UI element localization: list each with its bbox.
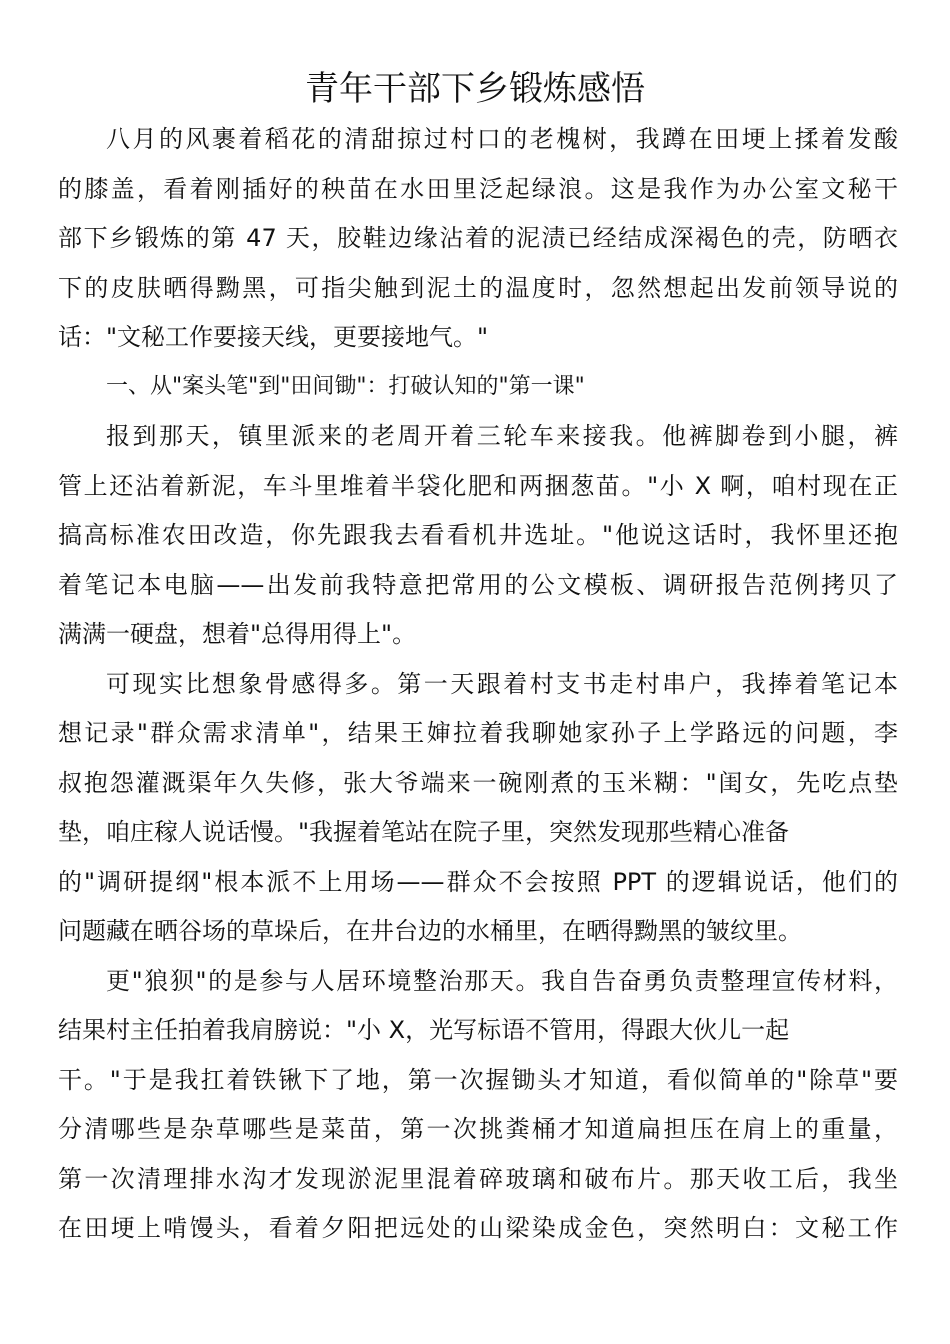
paragraph-line: 叔抱怨灌溉渠年久失修，张大爷端来一碗刚煮的玉米糊："闺女，先吃点垫 bbox=[58, 769, 898, 797]
paragraph-line: 搞高标准农田改造，你先跟我去看看机井选址。"他说这话时，我怀里还抱 bbox=[58, 521, 898, 549]
section-heading: 一、从"案头笔"到"田间锄"：打破认知的"第一课" bbox=[106, 374, 585, 399]
paragraph-line: 的"调研提纲"根本派不上用场——群众不会按照 PPT 的逻辑说话，他们的 bbox=[58, 868, 898, 896]
document-title: 青年干部下乡锻炼感悟 bbox=[305, 69, 645, 109]
paragraph-line: 想记录"群众需求清单"，结果王婶拉着我聊她家孙子上学路远的问题，李 bbox=[58, 719, 898, 747]
paragraph-line: 第一次清理排水沟才发现淤泥里混着碎玻璃和破布片。那天收工后，我坐 bbox=[58, 1165, 898, 1193]
paragraph-line: 的膝盖，看着刚插好的秧苗在水田里泛起绿浪。这是我作为办公室文秘干 bbox=[58, 175, 898, 203]
paragraph-line: 问题藏在晒谷场的草垛后，在井台边的水桶里，在晒得黝黑的皱纹里。 bbox=[58, 917, 802, 945]
paragraph-line: 部下乡锻炼的第 47 天，胶鞋边缘沾着的泥渍已经结成深褐色的壳，防晒衣 bbox=[58, 224, 898, 252]
paragraph-line: 满满一硬盘，想着"总得用得上"。 bbox=[58, 620, 417, 648]
paragraph-line: 话："文秘工作要接天线，更要接地气。" bbox=[58, 323, 489, 351]
paragraph-line: 下的皮肤晒得黝黑，可指尖触到泥土的温度时，忽然想起出发前领导说的 bbox=[58, 274, 898, 302]
paragraph-line: 报到那天，镇里派来的老周开着三轮车来接我。他裤脚卷到小腿，裤 bbox=[106, 422, 898, 450]
paragraph-line: 垫，咱庄稼人说话慢。"我握着笔站在院子里，突然发现那些精心准备 bbox=[58, 818, 790, 846]
paragraph-line: 管上还沾着新泥，车斗里堆着半袋化肥和两捆葱苗。"小 X 啊，咱村现在正 bbox=[58, 472, 898, 500]
paragraph-line: 干。"于是我扛着铁锹下了地，第一次握锄头才知道，看似简单的"除草"要 bbox=[58, 1066, 898, 1094]
paragraph-line: 结果村主任拍着我肩膀说："小 X，光写标语不管用，得跟大伙儿一起 bbox=[58, 1016, 790, 1044]
paragraph-line: 在田埂上啃馒头，看着夕阳把远处的山梁染成金色，突然明白：文秘工作 bbox=[58, 1214, 898, 1242]
paragraph-line: 分清哪些是杂草哪些是菜苗，第一次挑粪桶才知道扁担压在肩上的重量， bbox=[58, 1115, 898, 1143]
paragraph-line: 八月的风裹着稻花的清甜掠过村口的老槐树，我蹲在田埂上揉着发酸 bbox=[106, 125, 898, 153]
paragraph-line: 着笔记本电脑——出发前我特意把常用的公文模板、调研报告范例拷贝了 bbox=[58, 571, 898, 599]
paragraph-line: 更"狼狈"的是参与人居环境整治那天。我自告奋勇负责整理宣传材料， bbox=[106, 967, 898, 995]
paragraph-line: 可现实比想象骨感得多。第一天跟着村支书走村串户，我捧着笔记本 bbox=[106, 670, 898, 698]
